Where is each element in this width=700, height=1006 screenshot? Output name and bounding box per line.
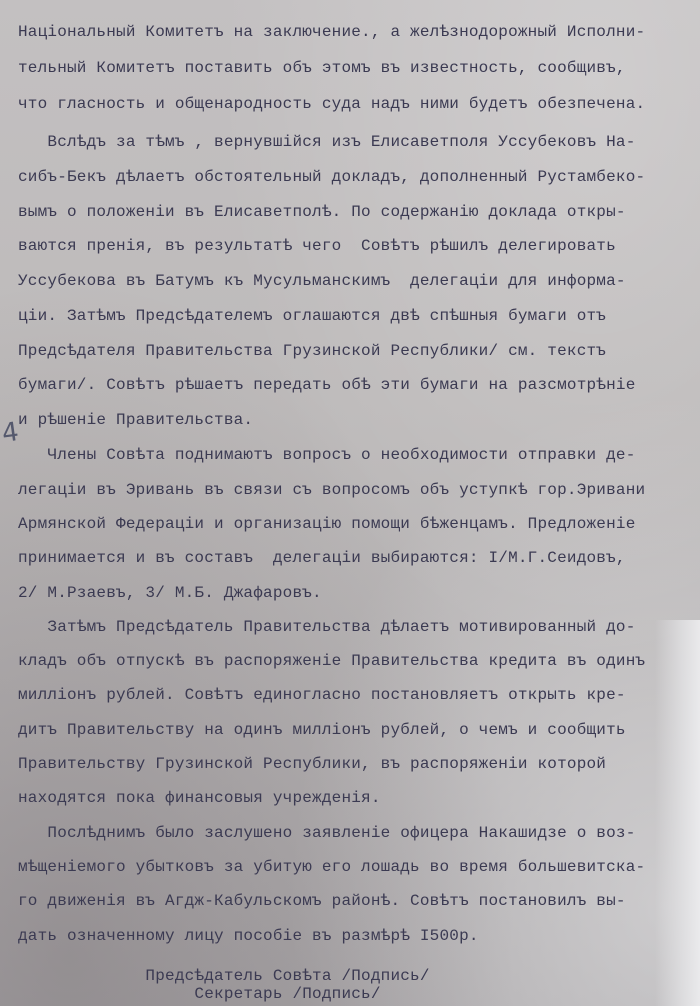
text-line: Правительству Грузинской Республики, въ распоряженіи которой xyxy=(18,755,607,773)
text-line: Армянской Федераціи и организацію помощи бѣженцамъ. Предложеніе xyxy=(18,515,636,533)
text-line: что гласность и общенародность суда надъ ними будетъ обезпечена. xyxy=(18,95,646,113)
text-line: 2/ М.Рзаевъ, 3/ М.Б. Джафаровъ. xyxy=(18,584,322,602)
text-line: легаціи въ Эривань въ связи съ вопросомъ объ уступкѣ гор.Эривани xyxy=(18,481,646,499)
text-line: Вслѣдъ за тѣмъ , вернувшійся изъ Елисаветполя Уссубековъ На- xyxy=(18,133,636,151)
text-line: дать означенному лицу пособіе въ размѣрѣ I500р. xyxy=(18,927,479,945)
text-line: Національный Комитетъ на заключение., а желѣзнодорожный Исполни- xyxy=(18,23,646,41)
text-line: го движенія въ Агдж-Кабульскомъ районѣ. Совѣтъ постановилъ вы- xyxy=(18,892,626,910)
text-line: вымъ о положеніи въ Елисаветполѣ. По содержанію доклада откры- xyxy=(18,203,626,221)
text-line: тельный Комитетъ поставить объ этомъ въ известность, сообщивъ, xyxy=(18,59,626,77)
text-line: Члены Совѣта поднимаютъ вопросъ о необходимости отправки де- xyxy=(18,446,636,464)
text-line: принимается и въ составъ делегаціи выбираются: I/М.Г.Сеидовъ, xyxy=(18,549,626,567)
text-line: кладъ объ отпускѣ въ распоряженіе Правительства кредита въ одинъ xyxy=(18,652,646,670)
text-line: милліонъ рублей. Совѣтъ единогласно постановляетъ открыть кре- xyxy=(18,686,626,704)
text-line: бумаги/. Совѣтъ рѣшаетъ передать обѣ эти бумаги на разсмотрѣніе xyxy=(18,376,636,394)
secretary-signature-line: Секретарь /Подпись/ xyxy=(18,985,381,1003)
text-line: и рѣшеніе Правительства. xyxy=(18,411,254,429)
chairman-signature-line: Предсѣдатель Совѣта /Подпись/ xyxy=(18,967,430,985)
margin-mark: 4 xyxy=(0,416,21,450)
text-line: мѣщеніемого убытковъ за убитую его лошадь во время большевитска- xyxy=(18,858,646,876)
text-line: сибъ-Бекъ дѣлаетъ обстоятельный докладъ, дополненный Рустамбеко- xyxy=(18,168,646,186)
text-line: ціи. Затѣмъ Предсѣдателемъ оглашаются двѣ спѣшныя бумаги отъ xyxy=(18,307,607,325)
text-line: Предсѣдателя Правительства Грузинской Республики/ см. текстъ xyxy=(18,342,607,360)
text-line: Послѣднимъ было заслушено заявленіе офицера Накашидзе о воз- xyxy=(18,824,636,842)
paper-fold-highlight xyxy=(655,620,700,1006)
text-line: ваются пренія, въ результатѣ чего Совѣтъ рѣшилъ делегировать xyxy=(18,237,616,255)
text-line: Затѣмъ Предсѣдатель Правительства дѣлаетъ мотивированный до- xyxy=(18,618,636,636)
text-line: Уссубекова въ Батумъ къ Мусульманскимъ делегаціи для информа- xyxy=(18,272,626,290)
text-line: находятся пока финансовыя учрежденія. xyxy=(18,789,381,807)
text-line: дитъ Правительству на одинъ милліонъ рублей, о чемъ и сообщить xyxy=(18,721,626,739)
